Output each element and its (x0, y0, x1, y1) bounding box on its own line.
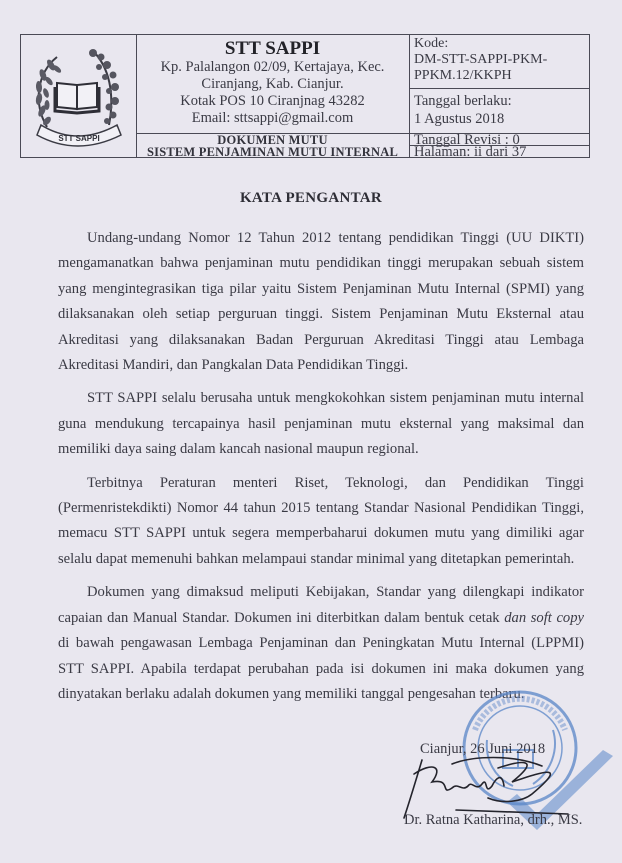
tanggal-berlaku-value: 1 Agustus 2018 (414, 111, 505, 127)
paragraph-text: di bawah pengawasan Lembaga Penjaminan dan Peningkatan Mutu Internal (LPPMI) STT SAPPI. Apabila terdapat perubahan pada isi dokumen ini maka dokumen yang dinyatakan berlaku adalah dokumen yang memiliki tanggal pengesahan terbaru. (58, 635, 584, 702)
document-header-table (20, 34, 590, 158)
tanggal-berlaku-label: Tanggal berlaku: (414, 93, 512, 109)
signature-place-date: Cianjur, 26 Juni 2018 (420, 741, 546, 757)
document-system-title: SISTEM PENJAMINAN MUTU INTERNAL (146, 145, 398, 159)
institution-logo-icon (27, 43, 131, 151)
logo-ribbon-text: STT SAPPI (58, 134, 100, 143)
tanggal-revisi-field: Tanggal Revisi : 0 (409, 133, 589, 145)
address-line: Kotak POS 10 Ciranjnag 43282 (180, 93, 365, 109)
italic-text: dan soft copy (504, 609, 584, 626)
kode-field (409, 35, 589, 88)
document-type: DOKUMEN MUTU (217, 133, 328, 147)
kode-value-line: PPKM.12/KKPH (414, 68, 512, 83)
address-line: Ciranjang, Kab. Cianjur. (201, 76, 344, 92)
document-meta-cell (409, 35, 589, 160)
address-line: Kp. Palalangon 02/09, Kertajaya, Kec. (160, 59, 385, 75)
paragraph-text: Dokumen yang dimaksud meliputi Kebijakan, Standar yang dilengkapi indikator capaian dan Manual Standar. Dokumen ini diterbitkan dalam bentuk cetak (58, 584, 584, 626)
logo-cell (21, 35, 137, 157)
document-title-block (136, 133, 409, 158)
institution-address-block (136, 35, 409, 133)
paragraph: Terbitnya Peraturan menteri Riset, Teknologi, dan Pendidikan Tinggi (Permenristekdikti) Nomor 44 tahun 2015 tentang Standar Nasional Pendidikan Tinggi, memacu STT SAPPI untuk segera memperbaharui dokumen mutu yang dimiliki agar selalu dapat memenuhi bahkan melampaui standar minimal yang ditetapkan pemerintah. (58, 474, 584, 567)
institution-info-cell (136, 35, 410, 157)
page-title: KATA PENGANTAR (239, 190, 383, 206)
paragraph: STT SAPPI selalu berusaha untuk mengkokohkan sistem penjaminan mutu internal guna mendukung tercapainya hasil penjaminan mutu eksternal yang maksimal dan memiliki daya saing dalam kancah nasional maupun regional. (58, 390, 584, 458)
tanggal-berlaku-field (409, 88, 589, 133)
email-line: Email: sttsappi@gmail.com (191, 110, 354, 126)
document-body (58, 226, 584, 715)
kode-value-line: DM-STT-SAPPI-PKM- (414, 52, 548, 67)
paragraph (58, 580, 584, 707)
signatory-name: Dr. Ratna Katharina, drh., MS. (404, 812, 583, 828)
institution-name: STT SAPPI (224, 38, 321, 59)
paragraph: Undang-undang Nomor 12 Tahun 2012 tentang pendidikan Tinggi (UU DIKTI) mengamanatkan bahwa penjaminan mutu pendidikan tinggi merupakan sebuah sistem yang mengintegrasikan tiga pilar yaitu Sistem Penjaminan Mutu Internal (SPMI) yang dilaksanakan oleh setiap perguruan tinggi. Sistem Penjaminan Mutu Eksternal atau Akreditasi yang dilaksanakan Badan Perguruan Akreditasi Tinggi atau Lembaga Akreditasi Mandiri, dan Pangkalan Data Pendidikan Tinggi. (58, 230, 584, 374)
kode-label: Kode: (414, 36, 449, 51)
halaman-field: Halaman: ii dari 37 (409, 145, 589, 157)
